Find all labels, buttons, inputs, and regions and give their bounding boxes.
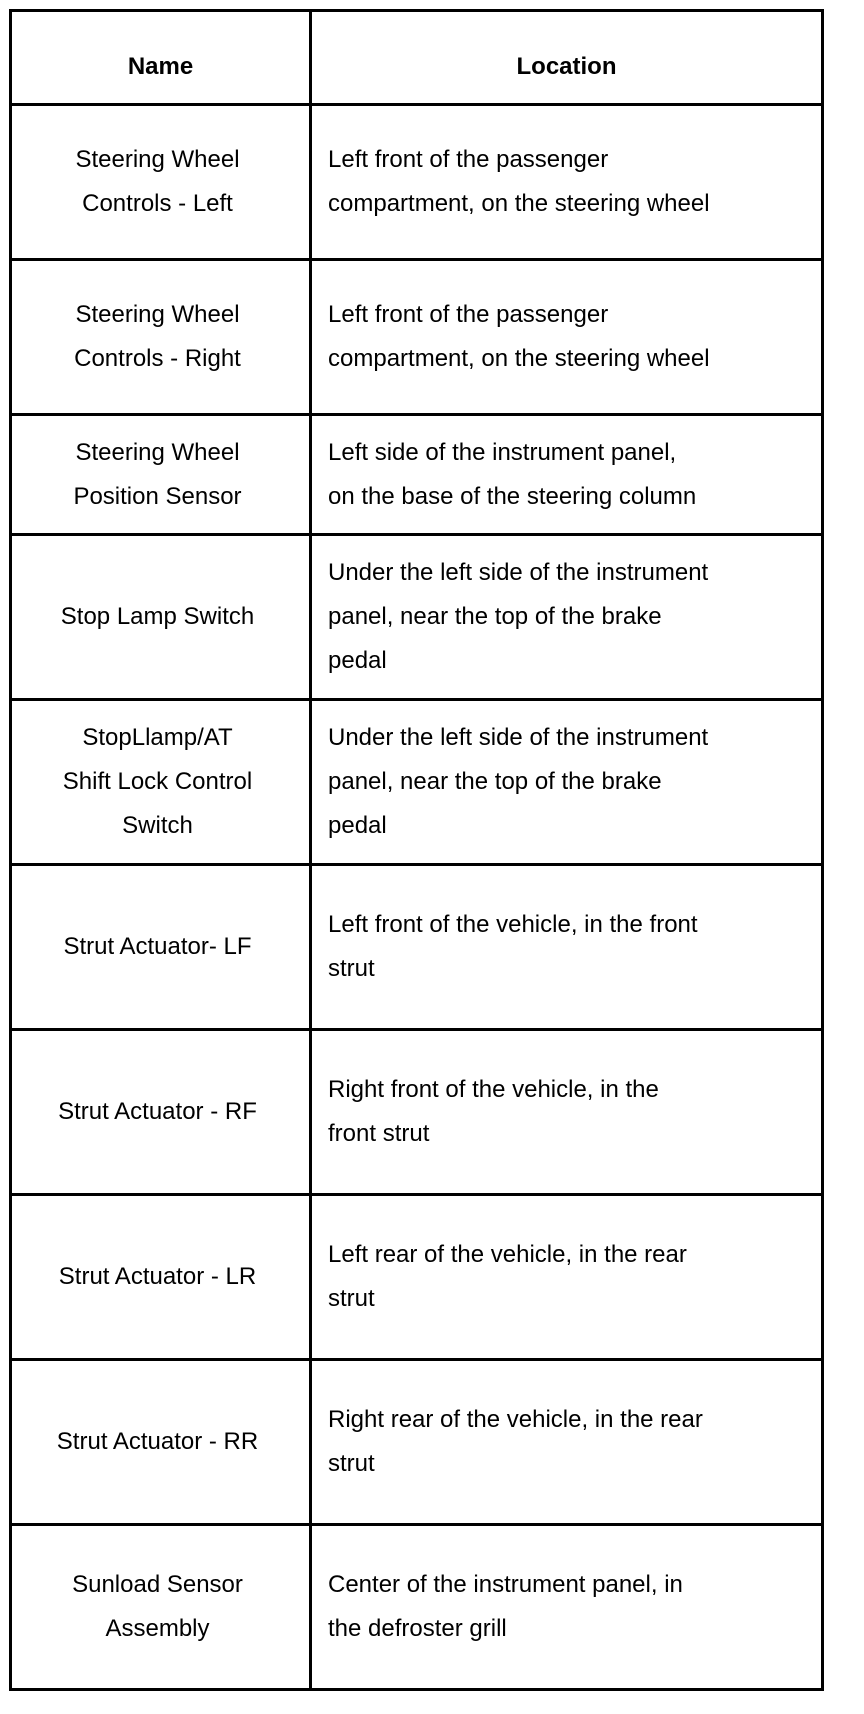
component-name-cell bbox=[11, 1030, 311, 1195]
component-name-line: Position Sensor bbox=[73, 482, 242, 510]
component-location-line: strut bbox=[328, 1450, 375, 1477]
component-location-line: compartment, on the steering wheel bbox=[328, 190, 710, 217]
component-location-line: strut bbox=[328, 1285, 375, 1312]
table-header-row bbox=[11, 11, 823, 105]
component-location-line: Left side of the instrument panel, bbox=[328, 438, 677, 466]
location-column-header: Location bbox=[311, 11, 823, 105]
component-location-table bbox=[9, 9, 824, 1691]
component-name-cell bbox=[11, 1525, 311, 1690]
table-row bbox=[11, 1525, 823, 1690]
component-name-cell bbox=[11, 1195, 311, 1360]
component-name-line: Switch bbox=[122, 812, 193, 839]
component-location-line: Right rear of the vehicle, in the rear bbox=[328, 1406, 703, 1433]
component-location-cell bbox=[311, 1525, 823, 1690]
component-location-line: strut bbox=[328, 955, 375, 982]
component-location-line: panel, near the top of the brake bbox=[328, 603, 662, 630]
component-location-line: pedal bbox=[328, 647, 387, 674]
component-name-line: Assembly bbox=[105, 1615, 210, 1642]
table-row bbox=[11, 700, 823, 865]
component-location-line: compartment, on the steering wheel bbox=[328, 345, 710, 372]
component-location-line: Under the left side of the instrument bbox=[328, 559, 709, 586]
component-name-line: Sunload Sensor bbox=[72, 1571, 243, 1598]
component-location-cell bbox=[311, 1360, 823, 1525]
component-name-line: Strut Actuator - RF bbox=[58, 1098, 257, 1125]
component-name-cell bbox=[11, 260, 311, 415]
component-name-line: Strut Actuator - RR bbox=[56, 1428, 259, 1455]
component-name-line: Stop Lamp Switch bbox=[60, 603, 255, 630]
component-location-cell bbox=[311, 865, 823, 1030]
component-name-line: Strut Actuator- LF bbox=[63, 933, 252, 960]
component-location-line: Right front of the vehicle, in the bbox=[328, 1076, 659, 1103]
name-column-header: Name bbox=[11, 11, 311, 105]
component-location-line: Left front of the passenger bbox=[328, 301, 609, 328]
table-row bbox=[11, 260, 823, 415]
component-location-cell bbox=[311, 415, 823, 535]
component-location-line: on the base of the steering column bbox=[328, 482, 697, 510]
component-location-line: Left front of the passenger bbox=[328, 146, 609, 173]
component-location-cell bbox=[311, 1195, 823, 1360]
component-location-line: Center of the instrument panel, in bbox=[328, 1571, 683, 1598]
component-location-line: Under the left side of the instrument bbox=[328, 724, 709, 751]
component-location-line: front strut bbox=[328, 1120, 430, 1147]
component-name-line: StopLlamp/AT bbox=[82, 724, 233, 751]
component-location-line: Left front of the vehicle, in the front bbox=[328, 911, 698, 938]
component-name-cell bbox=[11, 535, 311, 700]
table-row bbox=[11, 1030, 823, 1195]
component-location-cell bbox=[311, 700, 823, 865]
component-name-cell bbox=[11, 1360, 311, 1525]
component-location-line: the defroster grill bbox=[328, 1615, 507, 1642]
table-row bbox=[11, 1195, 823, 1360]
component-name-cell bbox=[11, 700, 311, 865]
component-location-cell bbox=[311, 260, 823, 415]
table-row bbox=[11, 415, 823, 535]
component-location-line: pedal bbox=[328, 812, 387, 839]
component-name-line: Shift Lock Control bbox=[62, 768, 253, 795]
component-name-line: Steering Wheel bbox=[75, 438, 240, 466]
component-name-line: Steering Wheel bbox=[75, 301, 240, 328]
component-name-cell bbox=[11, 415, 311, 535]
component-location-line: panel, near the top of the brake bbox=[328, 768, 662, 795]
component-name-line: Controls - Right bbox=[74, 345, 241, 372]
table-row bbox=[11, 865, 823, 1030]
component-name-line: Strut Actuator - LR bbox=[58, 1263, 257, 1290]
component-location-cell bbox=[311, 105, 823, 260]
component-location-cell bbox=[311, 1030, 823, 1195]
component-location-line: Left rear of the vehicle, in the rear bbox=[328, 1241, 687, 1268]
component-name-cell bbox=[11, 105, 311, 260]
component-name-line: Controls - Left bbox=[82, 190, 233, 217]
component-name-cell bbox=[11, 865, 311, 1030]
component-location-cell bbox=[311, 535, 823, 700]
table-row bbox=[11, 105, 823, 260]
component-name-line: Steering Wheel bbox=[75, 146, 240, 173]
table-row bbox=[11, 1360, 823, 1525]
table-row bbox=[11, 535, 823, 700]
